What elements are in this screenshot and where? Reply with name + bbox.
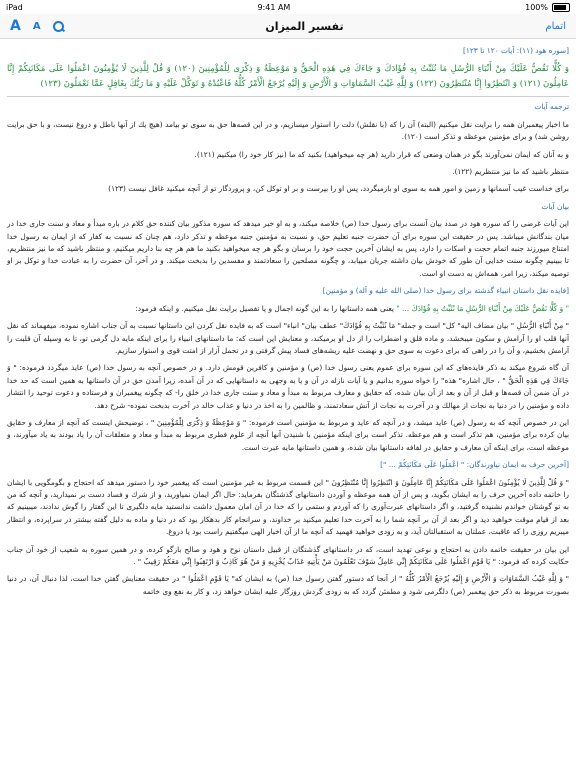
section-title: [فايده نقل داستان انبياء گذشته براى رسول خدا (صلى الله عليه و آله) و مؤمنين]	[322, 286, 569, 296]
nav-bar	[0, 14, 576, 39]
body-paragraph: " وَ لِلَّهِ غَيْبُ السَّمَاوَاتِ وَ الْأَرْضِ وَ إِلَيْهِ يُرْجَعُ الْأَمْرُ كُلُّهُ " از آنجا كه دستور گفتن رسول خدا (ص) به ايشان كه" يَا قَوْمِ اعْمَلُوا " در حقيقت معنايش گفتن خدا است، لذا دنبال آن، در دنيا بصورت مربوط به ذكر حق پيغمبر (ص) دلگرمى شود و مطمئن گردد كه به زودى گردش روزگار عليه ايشان خواهد زد، و كار به نفع وى خاتمه	[7, 574, 569, 596]
status-right	[525, 3, 570, 12]
status-bar	[0, 0, 576, 14]
tafsir-content	[0, 39, 576, 773]
font-increase-button[interactable]: A	[10, 18, 21, 34]
body-paragraph: اين بيان در حقيقت خاتمه دادن به احتجاج و نوعى تهديد است، كه در داستانهاى گذشتگان از قبيل داستان نوح و هود و صالح بازگو كرده، و در همين سوره به شعيب از خود آن جناب حكايت كرده كه فرمود: " يَا قَوْمِ اعْمَلُوا عَلَى مَكَانَتِكُمْ إِنِّي عَامِلٌ سَوْفَ تَعْلَمُونَ مَنْ يَأْتِيهِ عَذَابٌ يُخْزِيهِ وَ مَنْ هُوَ كَاذِبٌ وَ ارْتَقِبُوا إِنِّي مَعَكُمْ رَقِيبٌ " .	[7, 544, 569, 566]
nav-left-tools	[10, 18, 64, 34]
search-icon[interactable]	[53, 21, 64, 32]
status-time: 9:41 AM	[257, 2, 291, 12]
explanation-paragraph: اين آيات غرضى را كه سوره هود در صدد بيان آنست براى رسول خدا (ص) خلاصه ميكند، و به او خبر ميدهد كه سوره مذكور بيان كننده حق كلام در باره مبدأ و معاد و سنت جارى خدا در ميان بندگانش ميباشد. پس در حقيقت اين سوره براى آن حضرت جنبه تعليم حق، و نسبت به مؤمنين جنبه موعظه و تذكر دارد، هم چنان كه نسبت به كفار كه از ايمان به رسول خدا امتناع ميورزند جنبه اتمام حجت و اسكات را دارد، پس به ايشان آخرين حجت خود را برسان و بگو هر چه ميخواهيد بكنيد ما هم هر چه بنا داريم ميكنيم، و منتظر باشيد كه ما نيز منتظريم، تا ببينيم چگونه سنت خدايى آن طور كه خودش بيان داشته جريان مييابد، و چگونه مصلحين را سعادتمند و مفسدين را بدبخت ميكند. و در آخر، آن حضرت را به عبادت خدا و توكل بر او توصيه ميكند، زيرا امر، همه‌اش به دست او است.	[7, 219, 569, 278]
highlighted-ayah: " وَ كُلًّا نَقُصُّ عَلَيْكَ مِنْ أَنْبَاءِ الرُّسُلِ مَا نُثَبِّتُ بِهِ فُؤَادَكَ ... "	[396, 303, 569, 313]
page-title: تفسیر المیزان	[265, 19, 344, 33]
translation-line: براى خداست غيب آسمانها و زمين و امور همه به سوى او بازميگردد، پس او را بپرست و بر او توكل كن، و پروردگار تو از آنچه ميكنيد غافل نيست (۱۲۳)	[108, 184, 569, 194]
body-paragraph: آن گاه شروع ميكند به ذكر فايده‌هاى كه اين سوره براى عموم يعنى رسول خدا (ص) و مؤمنين و كافرين قومش دارد. و در خصوص آنچه به رسول خدا (ص) عايد ميگردد فرموده: " وَ جَاءَكَ فِي هَذِهِ الْحَقُّ " ، حال اشاره" هذه" را خواه سوره بدانيم و يا آيات نازله در آن و يا به وجهى به داستانهايى كه در آن آمده، زيرا آمدن حق در آن داستانها به همين است كه حد خدا در آن ضمن آن قصه‌ها و قبل از آن و بعد از آن بيان شده، كه حقايق و معارف مربوط به مبدأ و معاد و سنت جارى خدا در خلق را- كه چگونه پيغمبران و فرستاده و دعوت توحيد را انتشار داده و مؤمنين را در دنيا به نجات از مهالك و در آخرت به نجات از آتش سعادتمند، و ظالمين را به اخذ در دنيا و عذاب خالد در آخرت بدبخت نموده- شرح دهد.	[7, 363, 569, 410]
ayah-text: وَ كُلًّا نَقُصُّ عَلَيْكَ مِنْ أَنْبَاءِ الرُّسُلِ مَا نُثَبِّتُ بِهِ فُؤَادَكَ وَ جَاءَكَ فِي هَذِهِ الْحَقُّ وَ مَوْعِظَةٌ وَ ذِكْرَى لِلْمُؤْمِنِينَ (۱۲۰) وَ قُلْ لِلَّذِينَ لَا يُؤْمِنُونَ اعْمَلُوا عَلَى مَكَانَتِكُمْ إِنَّا عَامِلُونَ (۱۲۱) وَ انْتَظِرُوا إِنَّا مُنْتَظِرُونَ (۱۲۲) وَ لِلَّهِ غَيْبُ السَّمَاوَاتِ وَ الْأَرْضِ وَ إِلَيْهِ يُرْجَعُ الْأَمْرُ كُلُّهُ فَاعْبُدْهُ وَ تَوَكَّلْ عَلَيْهِ وَ مَا رَبُّكَ بِغَافِلٍ عَمَّا تَعْمَلُونَ (۱۲۳)	[7, 64, 569, 89]
divider	[7, 96, 569, 97]
body-paragraph: اين در خصوص آنچه كه به رسول (ص) عايد ميشد، و در آنچه كه عايد و مربوط به مؤمنين است فرموده: " وَ مَوْعِظَةٌ وَ ذِكْرَى لِلْمُؤْمِنِينَ " ، توضيحش اينست كه آنچه از معارف و حقايق بيان كرده براى مؤمنين، هم تذكر است و هم موعظه. تذكر است براى اينكه مؤمنين با شنيدن آنها آنچه از علوم فطرى مربوط به مبدأ و معاد و متعلقات آن را ياد بودند به ياد ميآورند، و موعظه است، براى اينكه آن معارف و حقايق در لفافه داستانها بيان شده، و همين داستانها مايه عبرت است.	[7, 417, 569, 452]
surah-header: [سوره هود (۱۱): آیات ۱۲۰ تا ۱۲۳]	[462, 46, 569, 55]
section-lead-tail: يعنى همه داستانها را به اين گونه اجمال و يا تفصيل برايت نقل ميكنيم. و اينكه فرمود:	[135, 303, 394, 313]
section-paragraph: " مِنْ أَنْبَاءِ الرُّسُلِ " بيان مضاف اليه" كل" است و جمله" مَا نُثَبِّتُ بِهِ فُؤَادَكَ" عطف بيان" انباء" است كه به فايده نقل كردن اين داستانها نسبت به آن جناب اشاره نموده، ميفهماند كه نقل آنها قلب او را آرامش و سكون ميبخشد، و ماده قلق و اضطراب را از دل او برميكند، و معنايش اين است كه: ما داستانهاى انبياء را براى اينكه مايه دل گرمى تو، تا به وسيله آن قلبت را آرامش بخشيم، و آن را در راهى كه براى دعوت به سوى حق و نهضت عليه ريشه‌هاى فساد پيش گرفتى و در تحمل آزار از امتت قوى و استوار سازيم.	[7, 321, 569, 355]
translation-line: منتظر باشيد كه ما نيز منتظريم (۱۲۲).	[452, 167, 569, 177]
translation-title: ترجمه آيات	[534, 102, 569, 112]
section-title: [آخرين حرف به ايمان نياورندگان: " اعْمَلُوا عَلَى مَكَانَتِكُمْ ... "]	[380, 460, 569, 470]
battery-icon	[552, 3, 570, 12]
status-carrier: iPad	[6, 2, 23, 12]
section-lead	[7, 303, 569, 315]
translation-line: ما اخبار پیغمبران همه را برايت نقل ميكنيم (البته) آن را كه (با نقلش) دلت را استوار ميسازيم، و در اين قصه‌ها حق به سوى تو بيامد (هيچ يك از آنها باطل و دروغ نيست، و با حق برايت روشن شد) و براى مؤمنين موعظه و تذكر است (۱۲۰).	[7, 119, 569, 142]
status-battery-label: 100%	[525, 2, 548, 12]
translation-line: و به آنان كه ايمان نمى‌آورند بگو در همان وضعى كه قرار داريد (هر چه ميخواهيد) بكنيد كه ما (نيز كار خود را) ميكنيم (۱۲۱).	[194, 149, 569, 159]
explanation-title: بيان آيات	[541, 201, 569, 211]
done-button[interactable]: اتمام	[545, 20, 566, 32]
section-paragraph: " وَ قُلْ لِلَّذِينَ لَا يُؤْمِنُونَ اعْمَلُوا عَلَى مَكَانَتِكُمْ إِنَّا عَامِلُونَ وَ انْتَظِرُوا إِنَّا مُنْتَظِرُونَ " اين قسمت مربوط به غير مؤمنين است كه پيغمبر خود را دستور ميدهد كه احتجاج و بگومگويى با ايشان را خاتمه داده آخرين حرف را به ايشان بگويد، و پس از آن همه موعظه و آوردن داستانهاى گذشتگان بفرمايد: حال اگر ايمان نمياوريد، و از شرك و فساد دست بر نميداريد، و آنچه كه من به تو گوشتان خواندم نشنيده گرفتيد، و اگر داستانهاى عبرت‌آورى را كه آوردم و ستمى را كه خدا در آن امان معمول داشت ندانستيد مايه دلگيرى تا اين گفتار را گوش ندادند، ميبينيم كه بعد از قيام موقت خواهيد ديد و اگر بعد از آن بر آنچه شما را به آخرت خدا تعليم ميكنيد بر خداوند، و سرانجام كار بدهكار بود كه در دنيا و ماده به دليل گفته بيشتر در سراپرده، و انتظار ميبريم روزى را كه عاقبت، عملتان به استقبالتان آيد، و به زودى خواهيد فهميد كه آنچه ما از آن اخبار الهى ميگفتيم راست بود يا دروغ.	[7, 477, 569, 537]
font-decrease-button[interactable]: A	[32, 20, 41, 32]
